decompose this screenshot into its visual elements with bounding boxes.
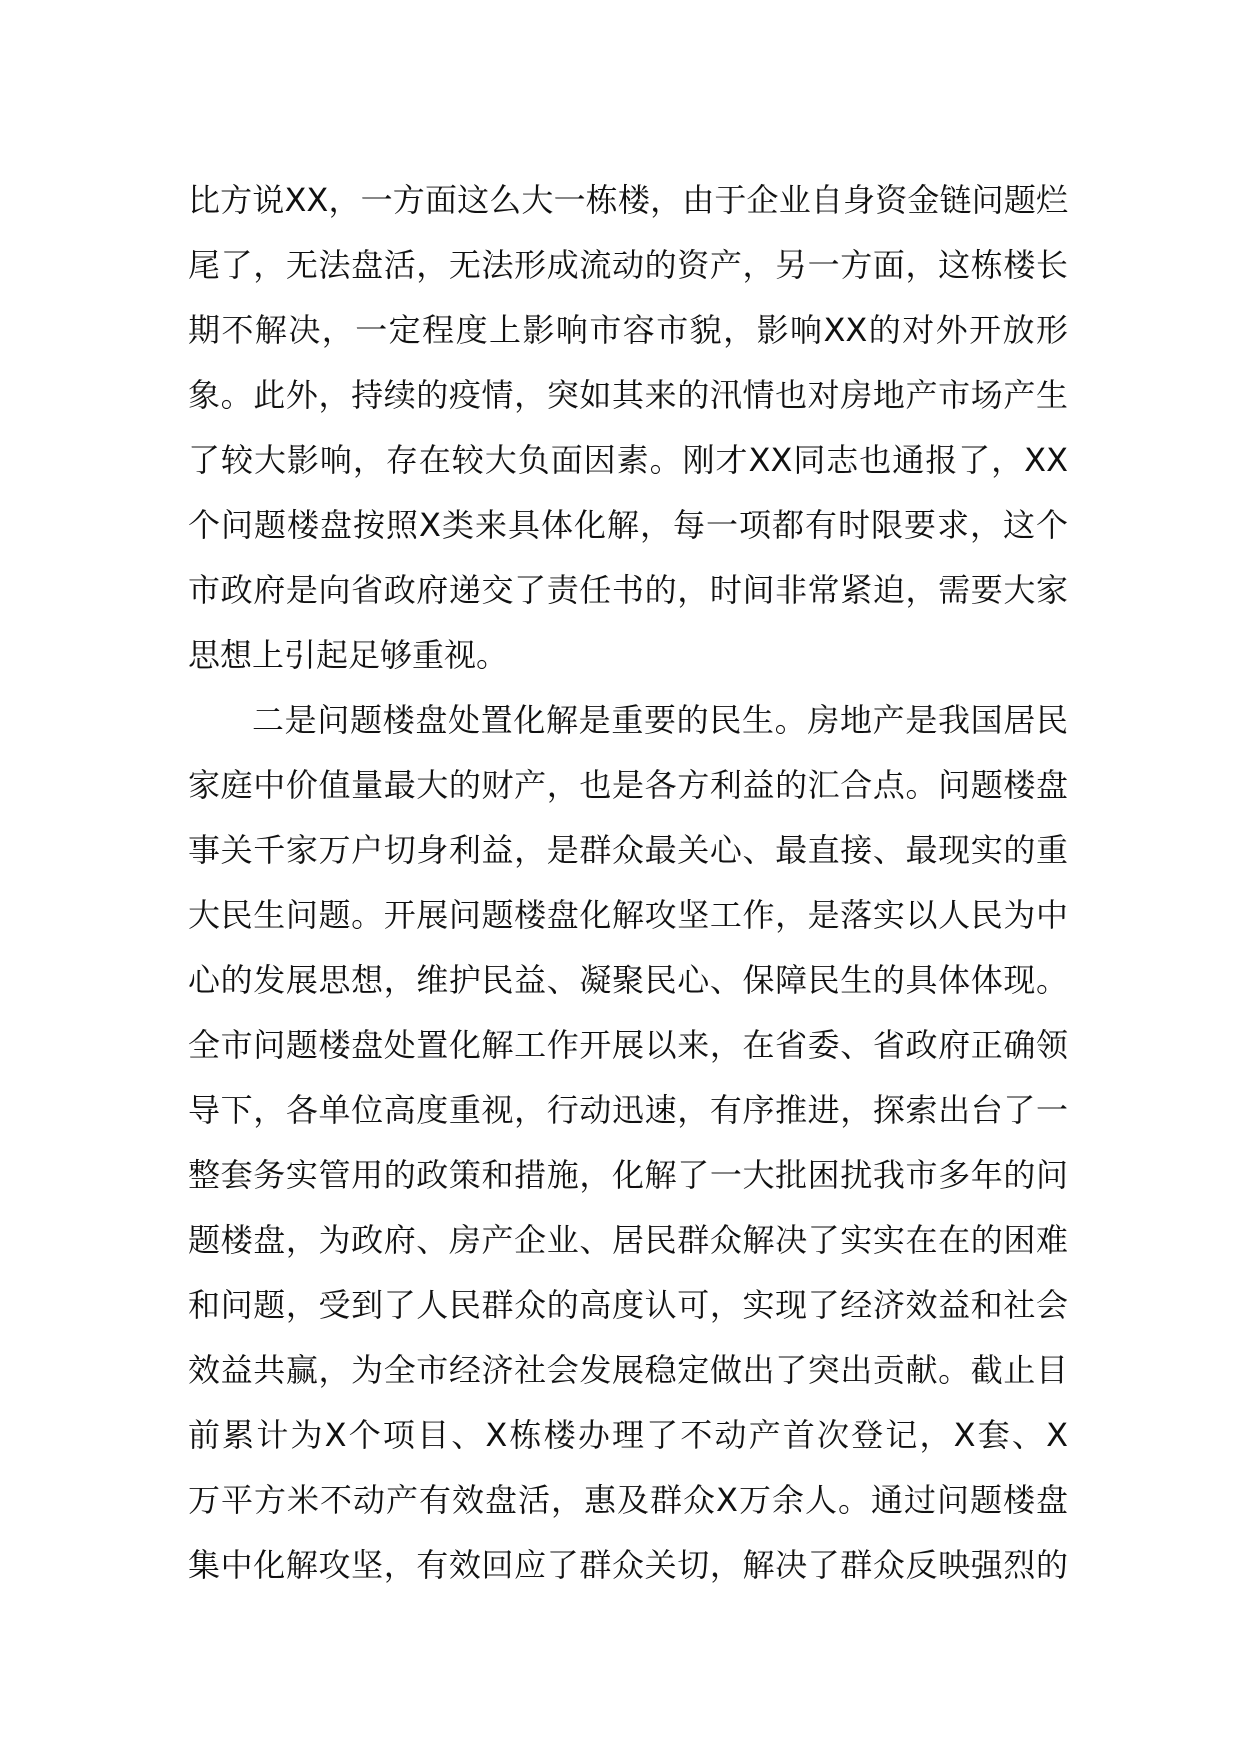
text-line: 题楼盘，为政府、房产企业、居民群众解决了实实在在的困难: [188, 1221, 1068, 1259]
text-line: 效益共赢，为全市经济社会发展稳定做出了突出贡献。截止目: [188, 1351, 1068, 1389]
text-line: 个问题楼盘按照X类来具体化解，每一项都有时限要求，这个: [188, 506, 1068, 544]
text-line: 思想上引起足够重视。: [188, 636, 509, 674]
text-line: 全市问题楼盘处置化解工作开展以来，在省委、省政府正确领: [188, 1026, 1068, 1064]
text-line: 比方说XX，一方面这么大一栋楼，由于企业自身资金链问题烂: [188, 181, 1068, 219]
paragraph-1: [188, 168, 1068, 688]
text-line: 集中化解攻坚，有效回应了群众关切，解决了群众反映强烈的: [188, 1546, 1068, 1584]
body-text: [188, 168, 1068, 1598]
text-line: 象。此外，持续的疫情，突如其来的汛情也对房地产市场产生: [188, 376, 1068, 414]
text-line: 导下，各单位高度重视，行动迅速，有序推进，探索出台了一: [188, 1091, 1068, 1129]
text-line: 市政府是向省政府递交了责任书的，时间非常紧迫，需要大家: [188, 571, 1068, 609]
text-line: 万平方米不动产有效盘活，惠及群众X万余人。通过问题楼盘: [188, 1481, 1068, 1519]
text-line: 前累计为X个项目、X栋楼办理了不动产首次登记，X套、X: [188, 1416, 1068, 1454]
text-line: 期不解决，一定程度上影响市容市貌，影响XX的对外开放形: [188, 311, 1068, 349]
text-line: 大民生问题。开展问题楼盘化解攻坚工作，是落实以人民为中: [188, 896, 1068, 934]
text-line: 家庭中价值量最大的财产，也是各方利益的汇合点。问题楼盘: [188, 766, 1068, 804]
text-line: 事关千家万户切身利益，是群众最关心、最直接、最现实的重: [188, 831, 1068, 869]
text-line: 和问题，受到了人民群众的高度认可，实现了经济效益和社会: [188, 1286, 1068, 1324]
paragraph-2: [188, 688, 1068, 1598]
text-line: 二是问题楼盘处置化解是重要的民生。房地产是我国居民: [252, 701, 1068, 739]
text-line: 整套务实管用的政策和措施，化解了一大批困扰我市多年的问: [188, 1156, 1068, 1194]
text-line: 了较大影响，存在较大负面因素。刚才XX同志也通报了，XX: [188, 441, 1068, 479]
text-line: 尾了，无法盘活，无法形成流动的资产，另一方面，这栋楼长: [188, 246, 1068, 284]
text-line: 心的发展思想，维护民益、凝聚民心、保障民生的具体体现。: [188, 961, 1068, 999]
